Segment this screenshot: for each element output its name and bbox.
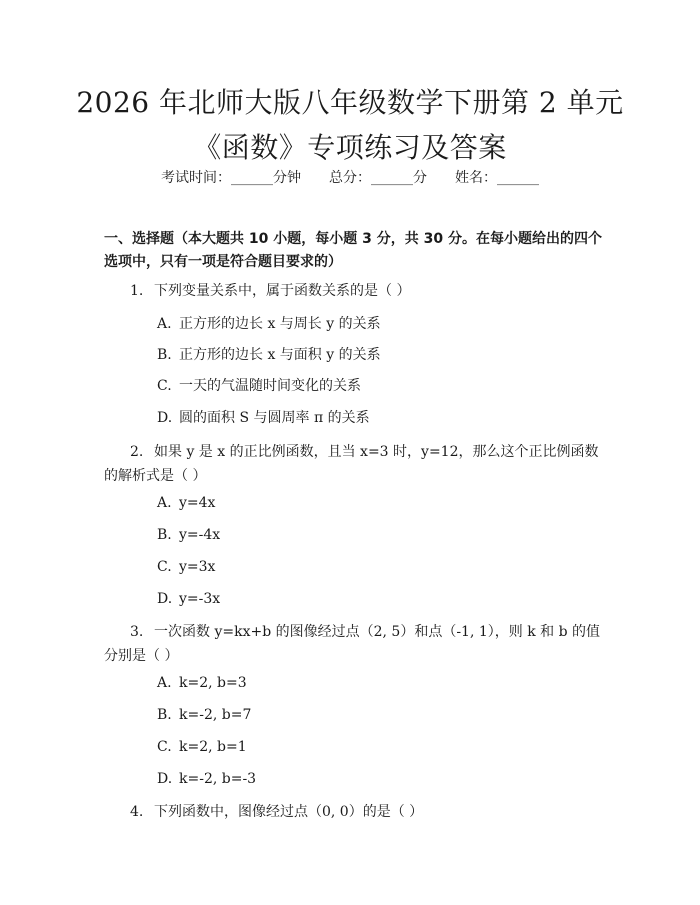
question-text: 一次函数 y=kx+b 的图像经过点（2, 5）和点（-1, 1），则 k 和 b 的值分别是（ ） [104,624,601,664]
question-2-option-a [157,493,215,513]
option-letter: B. [157,527,172,543]
question-2-option-b [157,525,220,545]
question-1-option-a [157,314,381,334]
option-text: y=4x [179,495,216,511]
question-2-option-c [157,557,215,577]
section-heading-multiple-choice: 一、选择题（本大题共 10 小题，每小题 3 分，共 30 分。在每小题给出的四个选项中，只有一项是符合题目要求的） [104,231,602,270]
option-letter: C. [157,559,172,575]
option-text: y=-4x [179,527,221,543]
question-text: 下列变量关系中，属于函数关系的是（ ） [154,283,411,299]
exam-time-label: 考试时间：______分钟 [161,170,301,186]
question-1 [104,279,604,303]
question-1-option-c [157,376,361,396]
question-4 [104,800,604,824]
question-1-option-b [157,345,381,365]
option-text: 圆的面积 S 与圆周率 π 的关系 [179,410,370,426]
option-letter: D. [157,591,173,607]
question-text: 下列函数中，图像经过点（0, 0）的是（ ） [154,804,424,820]
option-text: y=3x [179,559,216,575]
question-2 [104,440,604,488]
question-3 [104,620,604,668]
option-text: k=-2, b=-3 [179,771,257,787]
document-title-line2: 《函数》专项练习及答案 [193,131,507,164]
option-letter: C. [157,739,172,755]
option-letter: D. [157,410,173,426]
option-letter: A. [157,495,172,511]
question-text: 如果 y 是 x 的正比例函数，且当 x=3 时，y=12，那么这个正比例函数的解析式是（ ） [104,444,599,484]
option-letter: D. [157,771,173,787]
exam-meta-line [0,168,700,188]
question-3-option-b [157,705,251,725]
student-name-label: 姓名：______ [455,170,539,186]
question-number: 1. [130,283,144,299]
option-text: k=2, b=1 [179,739,247,755]
document-title-line1: 2026 年北师大版八年级数学下册第 2 单元 [76,86,624,119]
question-3-option-a [157,673,247,693]
option-text: 正方形的边长 x 与周长 y 的关系 [179,316,381,332]
option-letter: A. [157,675,172,691]
question-1-option-d [157,408,370,428]
option-text: 一天的气温随时间变化的关系 [179,378,361,394]
total-score-label: 总分：______分 [329,170,427,186]
option-text: k=2, b=3 [179,675,247,691]
question-2-option-d [157,589,220,609]
option-letter: A. [157,316,172,332]
question-3-option-d [157,769,256,789]
question-number: 2. [130,444,144,460]
option-letter: C. [157,378,172,394]
question-number: 4. [130,804,144,820]
option-text: 正方形的边长 x 与面积 y 的关系 [179,347,381,363]
question-number: 3. [130,624,144,640]
option-text: k=-2, b=7 [179,707,252,723]
option-letter: B. [157,347,172,363]
option-letter: B. [157,707,172,723]
option-text: y=-3x [179,591,221,607]
question-3-option-c [157,737,247,757]
